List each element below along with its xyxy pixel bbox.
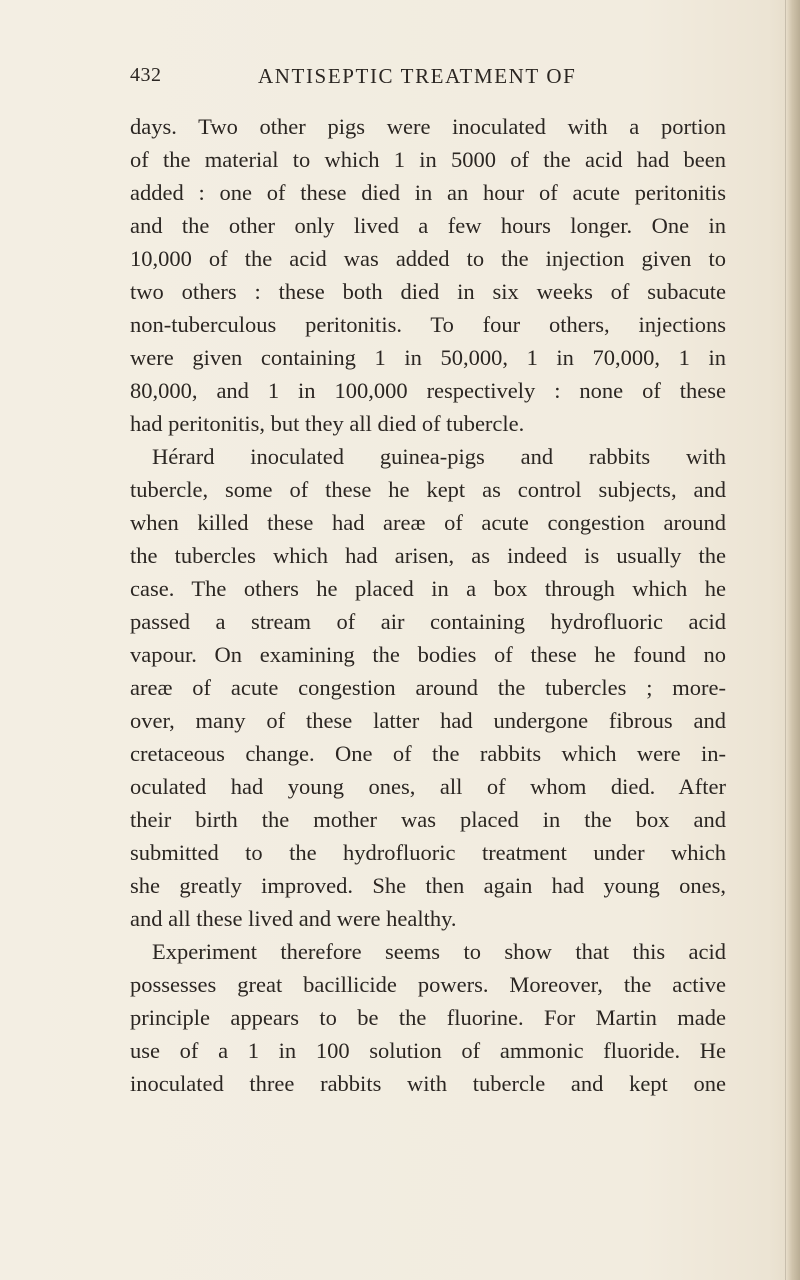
text-line: the tubercles which had arisen, as indeed is usually the <box>130 543 726 568</box>
page-header <box>130 64 730 94</box>
body-text <box>130 110 726 1100</box>
text-line: passed a stream of air containing hydrofluoric acid <box>130 609 726 634</box>
text-line: 10,000 of the acid was added to the injection given to <box>130 246 726 271</box>
text-line: non-tuberculous peritonitis. To four others, injections <box>130 312 726 337</box>
page-number: 432 <box>130 64 162 86</box>
text-line: added : one of these died in an hour of acute peritonitis <box>130 180 726 205</box>
text-line: possesses great bacillicide powers. Moreover, the active <box>130 972 726 997</box>
text-line: their birth the mother was placed in the box and <box>130 807 726 832</box>
text-line: inoculated three rabbits with tubercle and kept one <box>130 1071 726 1096</box>
text-line: cretaceous change. One of the rabbits which were in- <box>130 741 726 766</box>
text-line: days. Two other pigs were inoculated with a portion <box>130 114 726 139</box>
text-line: and the other only lived a few hours longer. One in <box>130 213 726 238</box>
text-line: areæ of acute congestion around the tubercles ; more- <box>130 675 726 700</box>
text-line: tubercle, some of these he kept as control subjects, and <box>130 477 726 502</box>
text-line: Experiment therefore seems to show that this acid <box>152 939 726 964</box>
text-line: oculated had young ones, all of whom died. After <box>130 774 726 799</box>
text-line: were given containing 1 in 50,000, 1 in 70,000, 1 in <box>130 345 726 370</box>
text-line: principle appears to be the fluorine. For Martin made <box>130 1005 726 1030</box>
text-line: of the material to which 1 in 5000 of the acid had been <box>130 147 726 172</box>
text-line: over, many of these latter had undergone fibrous and <box>130 708 726 733</box>
text-line: 80,000, and 1 in 100,000 respectively : none of these <box>130 378 726 403</box>
text-line: case. The others he placed in a box through which he <box>130 576 726 601</box>
text-line: had peritonitis, but they all died of tubercle. <box>130 411 525 436</box>
text-line: and all these lived and were healthy. <box>130 906 457 931</box>
text-line: use of a 1 in 100 solution of ammonic fluoride. He <box>130 1038 726 1063</box>
text-line: Hérard inoculated guinea-pigs and rabbits with <box>152 444 726 469</box>
text-line: when killed these had areæ of acute congestion around <box>130 510 726 535</box>
text-line: she greatly improved. She then again had young ones, <box>130 873 726 898</box>
page-edge-shadow <box>786 0 800 1280</box>
text-line: vapour. On examining the bodies of these he found no <box>130 642 726 667</box>
running-head: ANTISEPTIC TREATMENT OF <box>258 64 577 88</box>
text-line: submitted to the hydrofluoric treatment under which <box>130 840 726 865</box>
text-line: two others : these both died in six weeks of subacute <box>130 279 726 304</box>
